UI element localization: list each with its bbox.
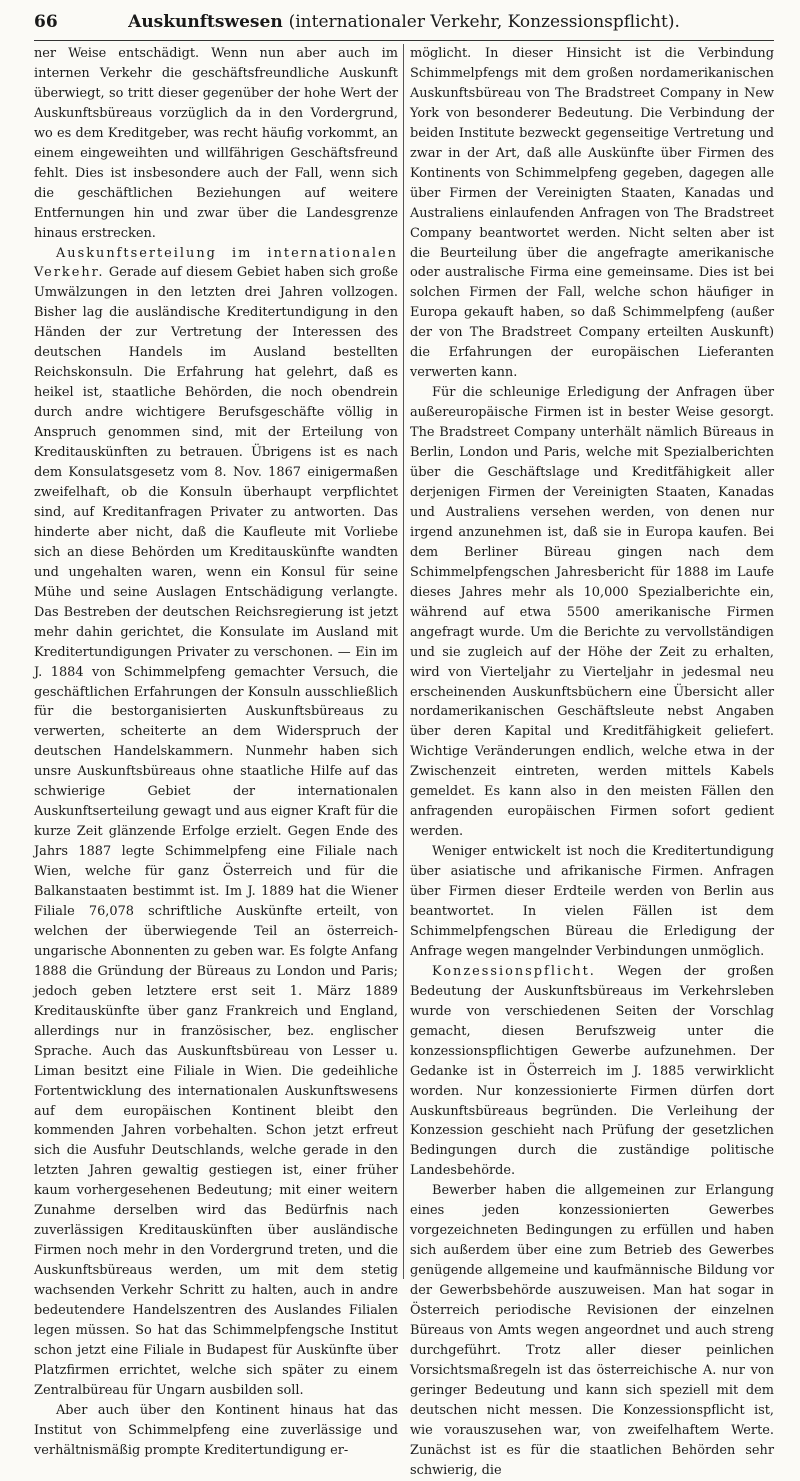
running-head xyxy=(34,12,774,32)
running-head-subtitle: (internationaler Verkehr, Konzessionspflicht). xyxy=(288,12,680,32)
text-columns xyxy=(34,44,774,1478)
header-rule xyxy=(34,40,774,41)
paragraph xyxy=(34,244,398,1401)
paragraph-text: Wegen der großen Bedeutung der Auskunftsbüreaus im Verkehrsleben wurde von verschiedenen Seiten der Vorschlag gemacht, diesen Berufszweig unter die konzessionspflichtigen Gewerbe aufzunehmen. Der Gedanke ist in Österreich im J. 1885 verwirklicht worden. Nur konzessionierte Firmen dürfen dort Auskunftsbüreaus begründen. Die Verleihung der Konzession geschieht nach Prüfung der gesetzlichen Bedingungen durch die zuständige politische Landesbehörde. xyxy=(410,963,774,1179)
left-column xyxy=(34,44,399,1458)
paragraph: Weniger entwickelt ist noch die Kreditertundigung über asiatische und afrikanische Firmen. Anfragen über Firmen dieser Erdteile werden von Berlin aus beantwortet. In vielen Fällen ist dem Schimmelpfengschen Büreau die Erledigung der Anfrage wegen mangelnder Verbindungen unmöglich. xyxy=(410,844,774,959)
paragraph: ner Weise entschädigt. Wenn nun aber auch im internen Verkehr die geschäftsfreundliche Auskunft überwiegt, so tritt dieser gegenüber der hohe Wert der Auskunftsbüreaus vorzüglich da in den Vordergrund, wo es dem Kreditgeber, was recht häufig vorkommt, an einem eingeweihten und willfährigen Geschäftsfreund fehlt. Dies ist insbesondere auch der Fall, wenn sich die geschäftlichen Beziehungen auf weitere Entfernungen hin und zwar über die Landesgrenze hinaus erstrecken. xyxy=(34,46,398,241)
right-column xyxy=(410,44,774,1478)
section-heading: Konzessionspflicht. xyxy=(432,963,596,979)
column-divider xyxy=(403,44,404,1279)
page-number: 66 xyxy=(34,12,58,32)
paragraph: Aber auch über den Kontinent hinaus hat das Institut von Schimmelpfeng eine zuverlässige und verhältnismäßig prompte Kreditertundigung er- xyxy=(34,1402,398,1458)
running-head-title: Auskunftswesen xyxy=(128,12,283,32)
paragraph xyxy=(410,962,774,1181)
section-heading: Auskunftserteilung im internationalen Verkehr. xyxy=(34,245,398,281)
paragraph: Für die schleunige Erledigung der Anfragen über außereuropäische Firmen ist in bester Weise gesorgt. The Bradstreet Company unterhält nämlich Büreaus in Berlin, London und Paris, welche mit Spezialberichten über die Geschäftslage und Kreditfähigkeit aller derjenigen Firmen der Vereinigten Staaten, Kanadas und Australiens versehen werden, von denen nur irgend anzunehmen ist, daß sie in Europa kaufen. Bei dem Berliner Büreau gingen nach dem Schimmelpfengschen Jahresbericht für 1888 im Laufe dieses Jahres mehr als 10,000 Spezialberichte ein, während auf etwa 5500 amerikanische Firmen angefragt wurde. Um die Berichte zu vervollständigen und sie zugleich auf der Höhe der Zeit zu erhalten, wird von Vierteljahr zu Vierteljahr in jedesmal neu erscheinenden Auskunftsbüchern eine Übersicht aller nordamerikanischen Geschäftsleute nebst Angaben über deren Kapital und Kreditfähigkeit geliefert. Wichtige Veränderungen endlich, welche etwa in der Zwischenzeit eintreten, werden mittels Kabels gemeldet. Es kann also in den meisten Fällen den anfragenden europäischen Firmen sofort gedient werden. xyxy=(410,385,774,840)
page-header xyxy=(34,12,774,44)
paragraph: möglicht. In dieser Hinsicht ist die Verbindung Schimmelpfengs mit dem großen nordamerikanischen Auskunftsbüreau von The Bradstreet Company in New York von besonderer Bedeutung. Die Verbindung der beiden Institute bezweckt gegenseitige Vertretung und zwar in der Art, daß alle Auskünfte über Firmen des Kontinents von Schimmelpfeng gegeben, dagegen alle über Firmen der Vereinigten Staaten, Kanadas und Australiens einlaufenden Anfragen von The Bradstreet Company beantwortet werden. Nicht selten aber ist die Beurteilung über die angefragte amerikanische oder australische Firma eine gemeinsame. Dies ist bei solchen Firmen der Fall, welche schon häufiger in Europa gekauft haben, so daß Schimmelpfeng (außer der von The Bradstreet Company erteilten Auskunft) die Erfahrungen der europäischen Lieferanten verwerten kann. xyxy=(410,46,774,381)
paragraph: Bewerber haben die allgemeinen zur Erlangung eines jeden konzessionierten Gewerbes vorgezeichneten Bedingungen zu erfüllen und haben sich außerdem über eine zum Betrieb des Gewerbes genügende allgemeine und kaufmännische Bildung vor der Gewerbsbehörde auszuweisen. Man hat sogar in Österreich periodische Revisionen der einzelnen Büreaus von Amts wegen angeordnet und auch streng durchgeführt. Trotz aller dieser peinlichen Vorsichtsmaßregeln ist das österreichische A. nur von geringer Bedeutung und kann sich speziell mit dem deutschen nicht messen. Die Konzessionspflicht ist, wie vorauszusehen war, von zweifelhaftem Werte. Zunächst ist es für die staatlichen Behörden sehr schwierig, die xyxy=(410,1183,774,1478)
paragraph-text: Gerade auf diesem Gebiet haben sich große Umwälzungen in den letzten drei Jahren vollzogen. Bisher lag die ausländische Kreditertundigung in den Händen der zur Vertretung der Interessen des deutschen Handels im Ausland bestellten Reichskonsuln. Die Erfahrung hat gelehrt, daß es heikel ist, staatliche Behörden, die noch obendrein durch andre wichtigere Berufsgeschäfte völlig in Anspruch genommen sind, mit der Erteilung von Kreditauskünften zu betrauen. Übrigens ist es nach dem Konsulatsgesetz vom 8. Nov. 1867 einigermaßen zweifelhaft, ob die Konsuln überhaupt verpflichtet sind, auf Kreditanfragen Privater zu antworten. Das hinderte aber nicht, daß die Kaufleute mit Vorliebe sich an diese Behörden um Kreditauskünfte wandten und ungehalten waren, wenn ein Konsul für seine Mühe und seine Auslagen Entschädigung verlangte. Das Bestreben der deutschen Reichsregierung ist jetzt mehr dahin gerichtet, die Konsulate im Ausland mit Kreditertundigungen Privater zu verschonen. — Ein im J. 1884 von Schimmelpfeng gemachter Versuch, die geschäftlichen Erfahrungen der Konsuln ausschließlich für die bestorganisierten Auskunftsbüreaus zu verwerten, scheiterte an dem Widerspruch der deutschen Handelskammern. Nunmehr haben sich unsre Auskunftsbüreaus ohne staatliche Hilfe auf das schwierige Gebiet der internationalen Auskunftserteilung gewagt und aus eigner Kraft für die kurze Zeit glänzende Erfolge erzielt. Gegen Ende des Jahrs 1887 legte Schimmelpfeng eine Filiale nach Wien, welche für ganz Österreich und für die Balkanstaaten bestimmt ist. Im J. 1889 hat die Wiener Filiale 76,078 schriftliche Auskünfte erteilt, von welchen der überwiegende Teil an österreich-ungarische Abonnenten zu geben war. Es folgte Anfang 1888 die Gründung der Büreaus zu London und Paris; jedoch geben letztere erst seit 1. März 1889 Kreditauskünfte über ganz Frankreich und England, allerdings nur in französischer, bez. englischer Sprache. Auch das Auskunftsbüreau von Lesser u. Liman besitzt eine Filiale in Wien. Die gedeihliche Fortentwicklung des internationalen Auskunftswesens auf dem europäischen Kontinent bleibt den kommenden Jahren vorbehalten. Schon jetzt erfreut sich die Ausfuhr Deutschlands, welche gerade in den letzten Jahren gewaltig gestiegen ist, einer früher kaum vorhergesehenen Bedeutung; mit einer weitern Zunahme derselben wird das Bedürfnis nach zuverlässigen Kreditauskünften über ausländische Firmen noch mehr in den Vordergrund treten, und die Auskunftsbüreaus werden, um mit dem stetig wachsenden Verkehr Schritt zu halten, auch in andre bedeutendere Handelszentren des Auslandes Filialen legen müssen. So hat das Schimmelpfengsche Institut schon jetzt eine Filiale in Budapest für Auskünfte über Platzfirmen errichtet, welche sich später zu einem Zentralbüreau für Ungarn ausbilden soll. xyxy=(34,265,399,1398)
